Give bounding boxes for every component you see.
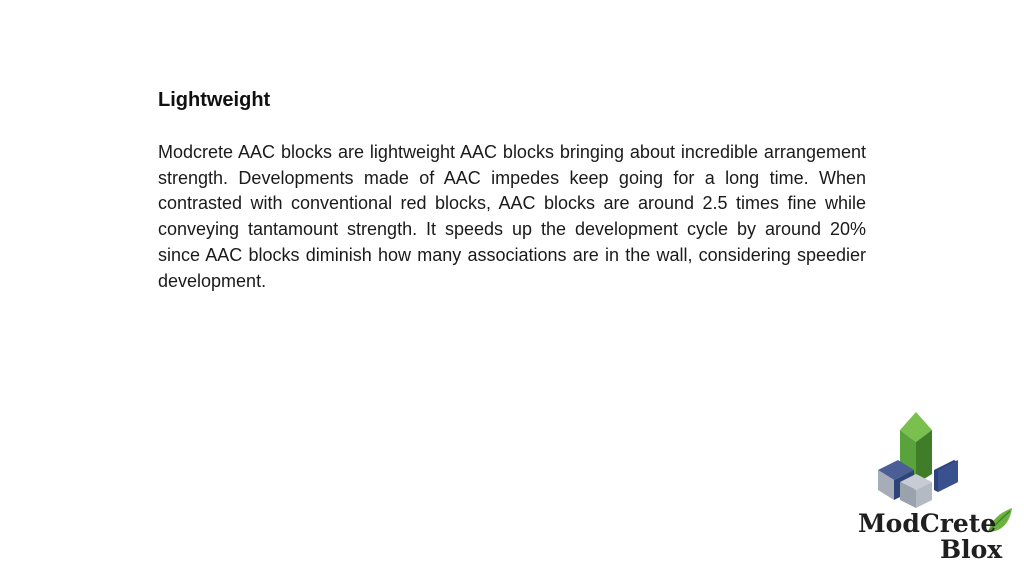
content-area — [158, 86, 866, 294]
right-block-icon — [934, 460, 958, 492]
modcrete-blox-logo — [852, 408, 1018, 568]
body-paragraph: Modcrete AAC blocks are lightweight AAC blocks bringing about incredible arrangement strength. Developments made of AAC impedes keep going for a long time. When contrasted with conventional red blocks, AAC blocks are around 2.5 times fine while conveying tantamount strength. It speeds up the development cycle by around 20% since AAC blocks diminish how many associations are in the wall, considering speedier development. — [158, 142, 866, 291]
logo-text-modcrete: ModCrete — [858, 509, 997, 538]
logo-graphic — [852, 408, 1018, 568]
logo-text-blox: Blox — [940, 535, 1003, 564]
section-heading: Lightweight — [158, 89, 271, 111]
